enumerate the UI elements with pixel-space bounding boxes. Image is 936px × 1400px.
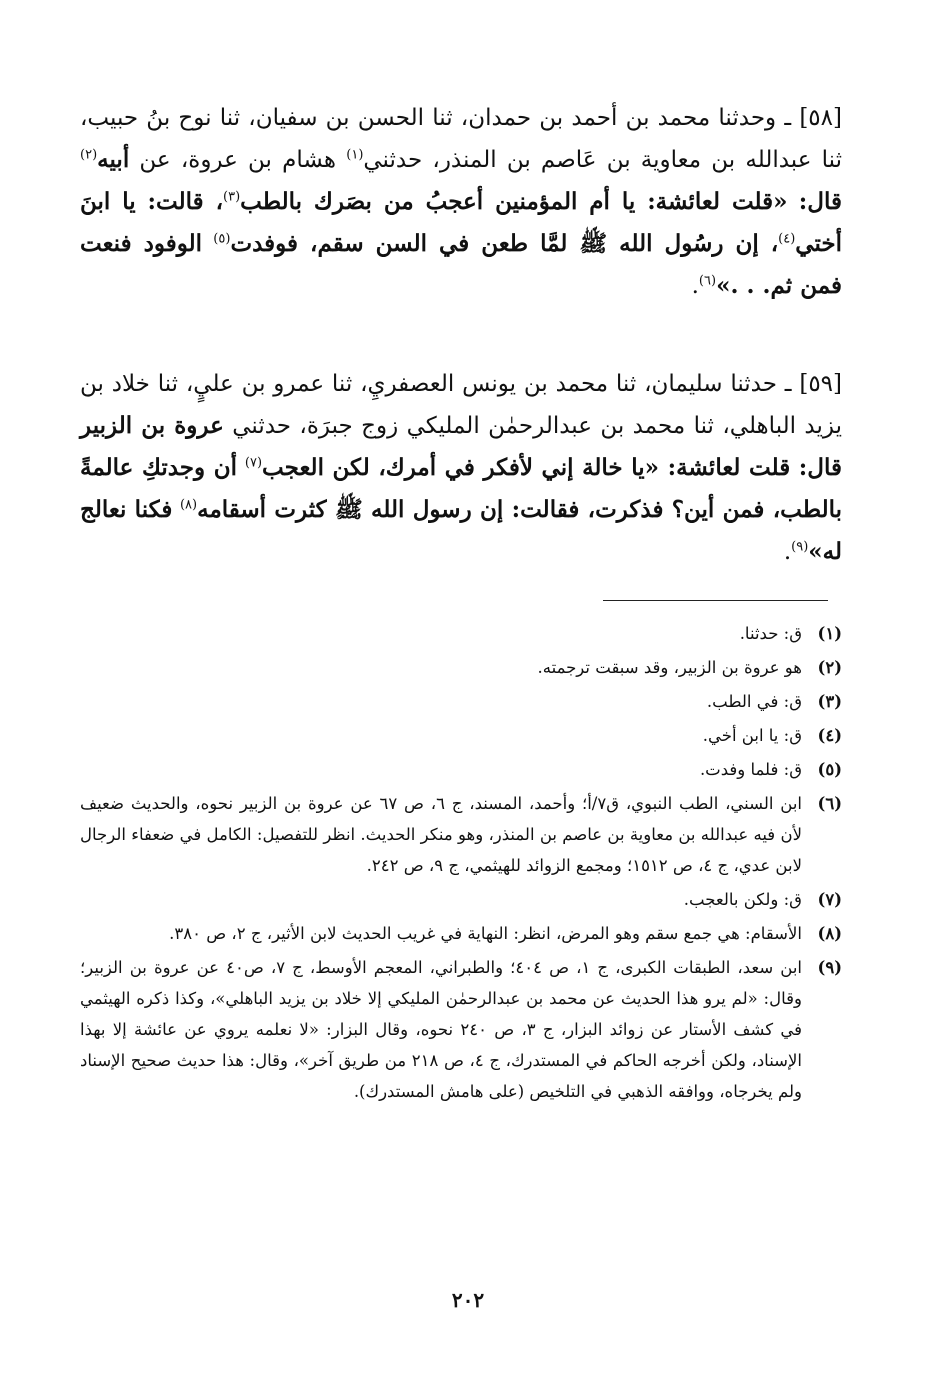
footnote-number: (٥) [817,760,842,779]
footnote-item [80,788,842,881]
hadith-number: [٥٨] [799,105,842,131]
footnote-item [80,952,842,1107]
full-stop: . [691,273,699,299]
matn-text: ، قالت: يا ابنَ أختي [80,188,842,257]
footnote-item [80,652,842,683]
footnote-ref[interactable]: (٣) [223,189,241,205]
footnote-ref[interactable]: (٦) [698,273,717,289]
page-number: ٢٠٢ [451,1288,485,1312]
footnote-number: (١) [817,624,842,643]
footnote-item [80,720,842,751]
matn-text: فكنا نعالج له» [80,496,842,565]
footnote-number: (٩) [817,958,842,977]
footnote-ref[interactable]: (٢) [80,147,98,163]
footnote-number: (٣) [817,692,842,711]
matn-text: ، إن رسُول الله ﷺ لمَّا طعن في السن سقم، فوفدت [230,230,779,257]
footnote-text: ق: يا ابن أخي. [702,726,802,745]
footnote-number: (٦) [817,794,842,813]
isnad-text: هشام بن عروة، عن [139,147,337,173]
matn-text: أن وجدتكِ عالمةً بالطب، فمن أين؟ فذكرت، فقالت: إن رسول الله ﷺ كثرت أسقامه [80,454,843,523]
footnote-item [80,686,842,717]
footnote-text: ق: فلما وفدت. [699,760,802,779]
footnote-ref[interactable]: (٥) [213,231,231,247]
footnote-ref[interactable]: (٤) [778,231,796,247]
footnote-ref[interactable]: (١) [346,147,364,163]
footnote-text: هو عروة بن الزبير، وقد سبقت ترجمته. [537,658,802,677]
matn-text: «قلت لعائشة: يا أم المؤمنين أعجبُ من بصَرك بالطب [240,188,788,215]
footnote-text: ق: حدثنا. [739,624,802,643]
isnad-text: ـ وحدثنا محمد بن أحمد بن حمدان، ثنا الحسن بن سفيان، ثنا نوح بنُ حبيب، ثنا عبدالله بن معاوية بن عَاصم بن المنذر، حدثني [80,105,842,173]
footnote-text: الأسقام: هي جمع سقم وهو المرض، انظر: النهاية في غريب الحديث لابن الأثير، ج ٢، ص ٣٨٠. [169,924,802,943]
footnote-divider [603,600,828,601]
footnote-ref[interactable]: (٨) [179,497,198,513]
footnote-number: (٤) [817,726,842,745]
footnote-text: ابن السني، الطب النبوي، ق٧/أ؛ وأحمد، المسند، ج ٦، ص ٦٧ عن عروة بن الزبير نحوه، والحديث ضعيف لأن فيه عبدالله بن معاوية بن عاصم بن المنذر، وهو منكر الحديث. انظر للتفصيل: الكامل في ضعفاء الرجال لابن عدي، ج ٤، ص ١٥١٢؛ ومجمع الزوائد للهيثمي، ج ٩، ص ٢٤٢. [80,794,803,875]
matn-text: الوفود فنعت فمن ثم. . .» [80,230,842,299]
said-word: قال: [798,188,842,215]
matn-text: عروة بن الزبير قال: قلت لعائشة: «يا خالة إني لأفكر في أمرك، لكن العجب [80,412,842,481]
narrator-name: أبيه [97,146,130,173]
footnote-item [80,754,842,785]
footnote-ref[interactable]: (٩) [791,539,809,555]
footnote-number: (٨) [817,924,842,943]
hadith-58-paragraph [80,98,842,307]
footnote-item [80,618,842,649]
footnote-text: ق: ولكن بالعجب. [683,890,802,909]
footnote-ref[interactable]: (٧) [244,455,263,471]
footnote-number: (٧) [817,890,842,909]
isnad-text: ـ حدثنا سليمان، ثنا محمد بن يونس العصفريِ، ثنا عمرو بن عليٍ، ثنا خلاد بن يزيد الباهلي، ثنا محمد بن عبدالرحمٰن المليكي زوج جبرَة، حدثني [80,371,842,439]
footnote-text: ق: في الطب. [706,692,802,711]
hadith-number: [٥٩] [799,371,843,397]
footnote-item [80,918,842,949]
footnote-number: (٢) [817,658,842,677]
full-stop: . [783,539,792,565]
footnote-text: ابن سعد، الطبقات الكبرى، ج ١، ص ٤٠٤؛ والطبراني، المعجم الأوسط، ج ٧، ص٤٠ عن عروة بن الزبير؛ وقال: «لم يرو هذا الحديث عن محمد بن عبدالرحمٰن المليكي إلا خلاد بن يزيد الباهلي»، وكذا ذكره الهيثمي في كشف الأستار عن زوائد البزار، ج ٣، ص ٢٤٠ نحوه، وقال البزار: «لا نعلمه يروي عن عائشة إلا بهذا الإسناد، ولكن أخرجه الحاكم في المستدرك، ج ٤، ص ٢١٨ من طريق آخر»، وقال: هذا حديث صحيح الإسناد ولم يخرجاه، ووافقه الذهبي في التلخيص (على هامش المستدرك). [80,958,803,1101]
hadith-59-paragraph [80,364,842,573]
footnotes-list [80,618,842,1110]
footnote-item [80,884,842,915]
